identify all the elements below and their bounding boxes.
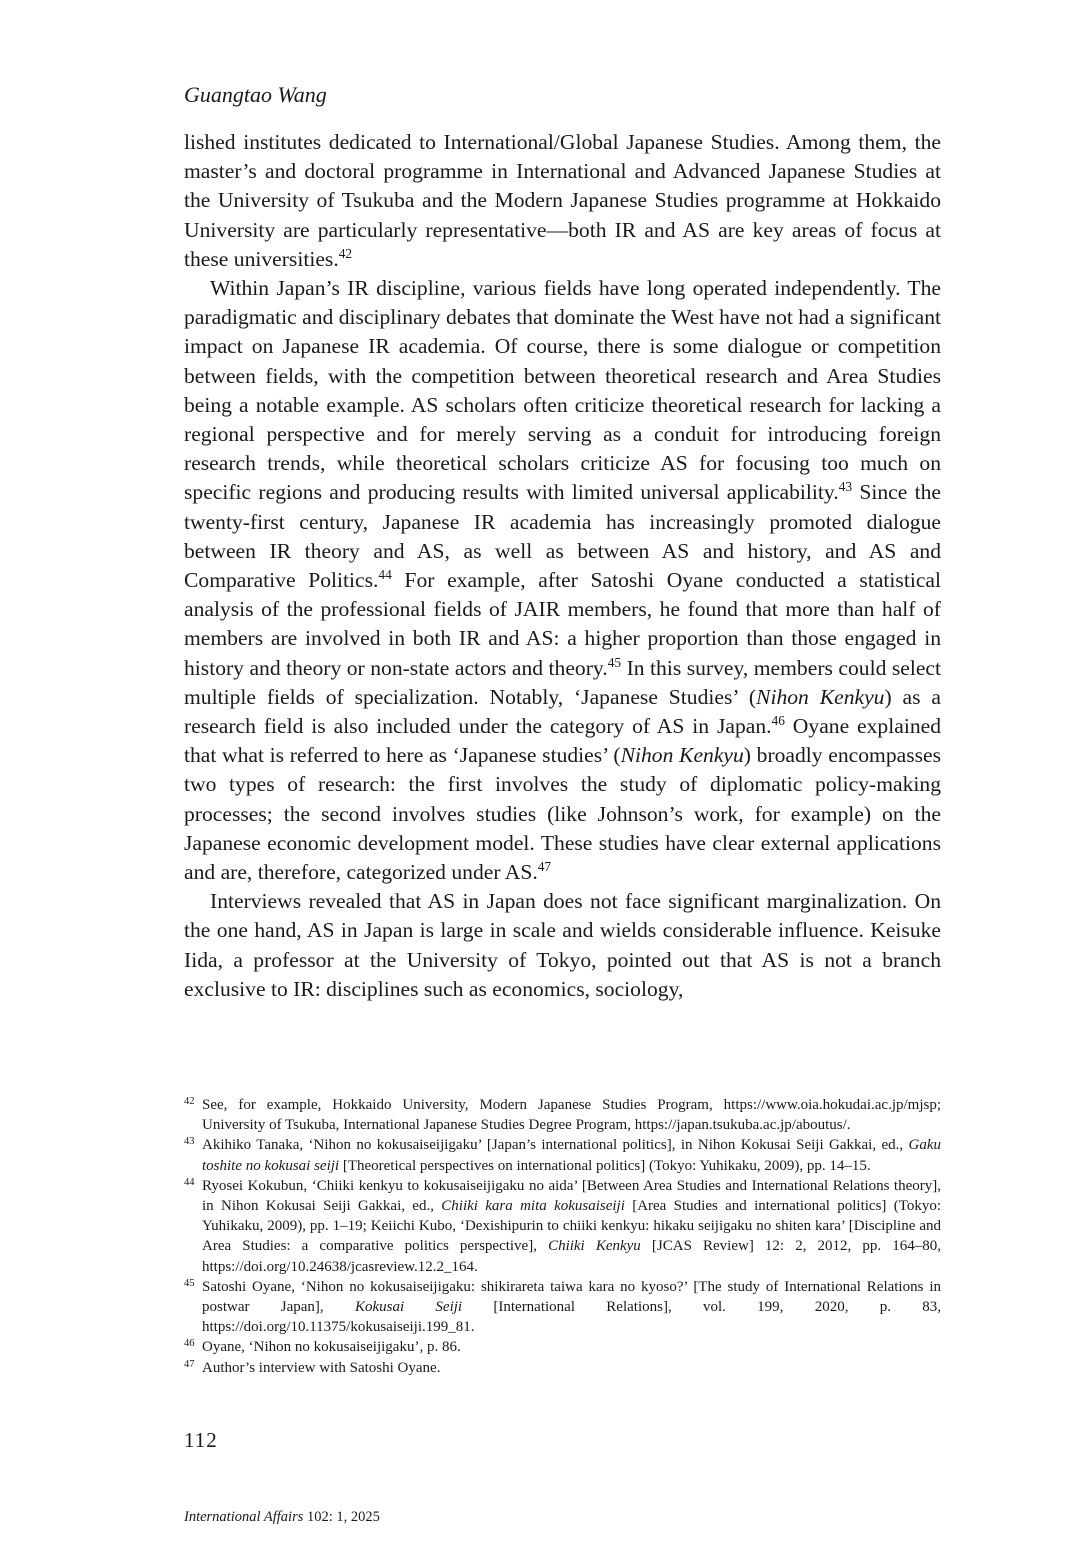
- paragraph: [184, 128, 941, 274]
- text-run: ) as a research field is also included under the category of AS in Japan.: [184, 684, 941, 739]
- text-run: See, for example, Hokkaido University, Modern Japanese Studies Program, https://www.oia.hokudai.ac.jp/mjsp; University of Tsukuba, International Japanese Studies Degree Program, https://japan.tsukuba.ac.jp/aboutus/.: [202, 1097, 941, 1134]
- footnote-number: 46: [184, 1338, 195, 1350]
- footnote: [184, 1277, 941, 1338]
- italic-text: Nihon Kenkyu: [620, 743, 744, 768]
- footnote-ref: 42: [338, 245, 353, 261]
- text-run: Within Japan’s IR discipline, various fields have long operated independently. The paradigmatic and disciplinary debates that dominate the West have not had a significant impact on Japanese IR academia. Of course, there is some dialogue or competition between fields, with the competition between theoretical research and Area Studies being a notable example. AS scholars often criticize theoretical research for lacking a regional perspective and for merely serving as a conduit for introducing foreign research trends, while theoretical scholars criticize AS for focusing too much on specific regions and producing results with limited universal applicability.: [184, 276, 942, 505]
- text-run: lished institutes dedicated to International/Global Japanese Studies. Among them, the master’s and doctoral programme in International and Advanced Japanese Studies at the University of Tsukuba and the Modern Japanese Studies programme at Hokkaido University are particularly representative—both IR and AS are key areas of focus at these universities.: [184, 130, 941, 271]
- text-run: Interviews revealed that AS in Japan does not face significant marginalization. On the one hand, AS in Japan is large in scale and wields considerable influence. Keisuke Iida, a professor at the University of Tokyo, pointed out that AS is not a branch exclusive to IR: disciplines such as economics, sociology,: [184, 889, 941, 1001]
- footnote-number: 47: [184, 1358, 195, 1370]
- footnote: [184, 1135, 941, 1175]
- footnote-number: 43: [184, 1136, 195, 1148]
- journal-title: International Affairs: [184, 1509, 304, 1525]
- footnote-number: 44: [184, 1176, 195, 1188]
- running-head: Guangtao Wang: [184, 82, 327, 107]
- text-run: Satoshi Oyane, ‘Nihon no kokusaiseijigaku: shikirareta taiwa kara no kyoso?’ [The study of International Relations in postwar Japan],: [202, 1278, 941, 1316]
- footnote: [184, 1176, 941, 1277]
- footnote: [184, 1337, 941, 1357]
- italic-text: Chiiki kara mita kokusaiseiji: [441, 1198, 625, 1215]
- italic-text: Gaku toshite no kokusai seiji: [202, 1137, 941, 1174]
- body-text: [184, 128, 941, 1004]
- journal-issue: 102: 1, 2025: [303, 1509, 380, 1525]
- text-run: Ryosei Kokubun, ‘Chiiki kenkyu to kokusaiseijigaku no aida’ [Between Area Studies and International Relations theory], in Nihon Kokusai Seiji Gakkai, ed.,: [202, 1177, 941, 1215]
- footnote-ref: 45: [607, 654, 622, 670]
- text-run: For example, after Satoshi Oyane conducted a statistical analysis of the professional fields of JAIR members, he found that more than half of members are involved in both IR and AS: a higher proportion than those engaged in history and theory or non-state actors and theory.: [184, 568, 941, 680]
- text-run: Since the twenty-first century, Japanese IR academia has increasingly promoted dialogue between IR theory and AS, as well as between AS and history, and AS and Comparative Politics.: [184, 480, 941, 593]
- footnote: [184, 1358, 941, 1378]
- footnote-number: 45: [184, 1277, 195, 1289]
- paragraph: [184, 887, 941, 1004]
- text-run: Oyane explained that what is referred to here as ‘Japanese studies’ (: [184, 714, 941, 768]
- text-run: In this survey, members could select multiple fields of specialization. Notably, ‘Japanese Studies’ (: [184, 655, 941, 709]
- text-run: Akihiko Tanaka, ‘Nihon no kokusaiseijigaku’ [Japan’s international politics], in Nihon Kokusai Seiji Gakkai, ed.,: [202, 1137, 909, 1154]
- text-run: [Area Studies and international politics] (Tokyo: Yuhikaku, 2009), pp. 1–19; Keiichi Kubo, ‘Dexishipurin to chiiki kenkyu: hikaku seijigaku no shiten kara’ [Discipline and Area Studies: a comparative politics perspective],: [202, 1198, 941, 1255]
- journal-footer: [184, 1509, 380, 1526]
- footnote-ref: 47: [537, 858, 552, 874]
- footnote-ref: 43: [838, 479, 853, 495]
- italic-text: Nihon Kenkyu: [756, 684, 885, 709]
- footnote: [184, 1095, 941, 1135]
- footnote-number: 42: [184, 1096, 195, 1107]
- text-run: Oyane, ‘Nihon no kokusaiseijigaku’, p. 86.: [202, 1339, 461, 1356]
- paragraph: [184, 274, 941, 887]
- text-run: [International Relations], vol. 199, 2020, p. 83, https://doi.org/10.11375/kokusaiseiji.199_81.: [202, 1299, 942, 1336]
- footnote-ref: 46: [771, 712, 785, 728]
- page-number: 112: [184, 1428, 218, 1452]
- text-run: ) broadly encompasses two types of research: the first involves the study of diplomatic policy-making processes; the second involves studies (like Johnson’s work, for example) on the Japanese economic development model. These studies have clear external applications and are, therefore, categorized under AS.: [184, 743, 941, 885]
- italic-text: Chiiki Kenkyu: [548, 1238, 641, 1255]
- italic-text: Kokusai Seiji: [354, 1299, 463, 1316]
- text-run: [Theoretical perspectives on international politics] (Tokyo: Yuhikaku, 2009), pp. 14–15.: [339, 1157, 871, 1174]
- footnote-ref: 44: [378, 566, 392, 582]
- text-run: Author’s interview with Satoshi Oyane.: [202, 1359, 441, 1376]
- footnotes: [184, 1095, 941, 1378]
- text-run: [JCAS Review] 12: 2, 2012, pp. 164–80, https://doi.org/10.24638/jcasreview.12.2_164.: [202, 1238, 941, 1275]
